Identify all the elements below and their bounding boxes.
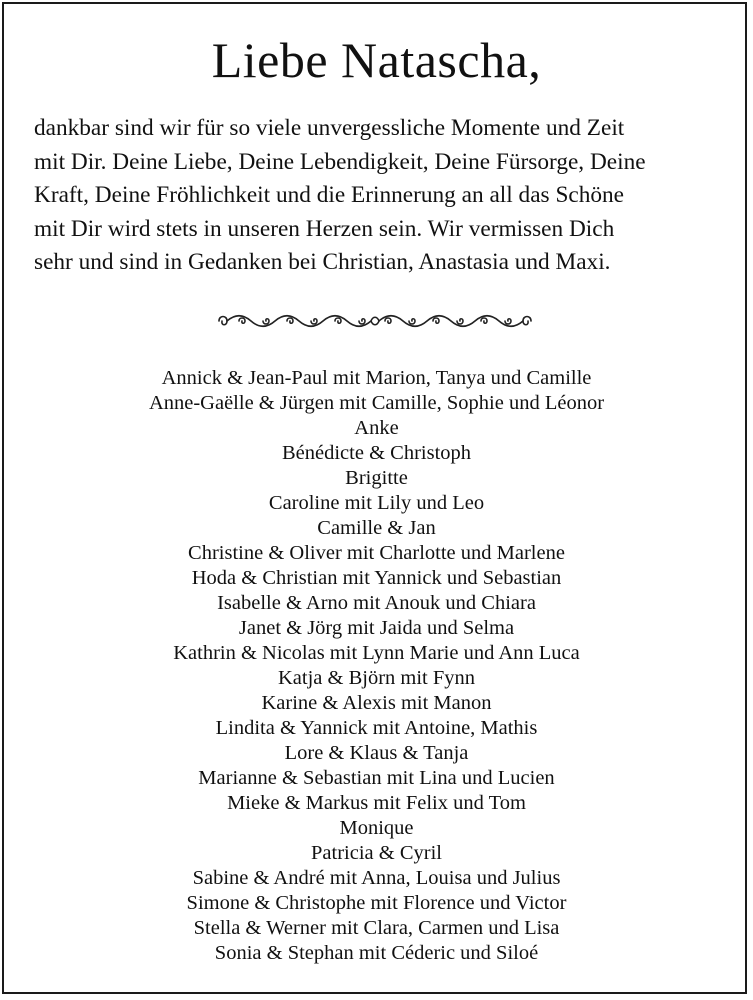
list-item: Patricia & Cyril [311,842,442,864]
list-item: Mieke & Markus mit Felix und Tom [227,792,526,814]
list-item: Kathrin & Nicolas mit Lynn Marie und Ann Luca [173,642,580,664]
list-item: Bénédicte & Christoph [281,442,472,464]
list-item: Camille & Jan [317,517,436,539]
flourish-divider-icon [213,310,537,332]
list-item: Karine & Alexis mit Manon [261,692,492,714]
list-item: Lore & Klaus & Tanja [284,742,469,764]
list-item: Anke [354,417,399,439]
list-item: Janet & Jörg mit Jaida und Selma [238,617,515,639]
list-item: Caroline mit Lily und Leo [268,492,485,514]
list-item: Christine & Oliver mit Charlotte und Marlene [188,542,565,564]
list-item: Katja & Björn mit Fynn [277,667,476,689]
message-line: Kraft, Deine Fröhlichkeit und die Erinnerung an all das Schöne [34,182,625,208]
list-item: Marianne & Sebastian mit Lina und Lucien [198,767,555,789]
condolence-message [34,112,724,280]
list-item: Annick & Jean-Paul mit Marion, Tanya und Camille [161,367,592,389]
list-item: Isabelle & Arno mit Anouk und Chiara [217,592,536,614]
mourners-list [0,366,753,966]
list-item: Lindita & Yannick mit Antoine, Mathis [215,717,538,739]
list-item: Sonia & Stephan mit Céderic und Siloé [214,942,539,964]
list-item: Stella & Werner mit Clara, Carmen und Lisa [193,917,560,939]
list-item: Anne-Gaëlle & Jürgen mit Camille, Sophie und Léonor [148,392,605,414]
message-line: sehr und sind in Gedanken bei Christian, Anastasia und Maxi. [34,249,611,275]
notice-heading: Liebe Natascha, [211,32,542,88]
list-item: Brigitte [345,467,408,489]
message-line: mit Dir wird stets in unseren Herzen sein. Wir vermissen Dich [34,215,615,242]
list-item: Hoda & Christian mit Yannick und Sebastian [191,567,562,589]
message-line: dankbar sind wir für so viele unvergessliche Momente und Zeit [34,115,625,141]
list-item: Monique [339,817,414,839]
list-item: Simone & Christophe mit Florence und Victor [186,892,567,914]
message-line: mit Dir. Deine Liebe, Deine Lebendigkeit, Deine Fürsorge, Deine [34,148,646,175]
list-item: Sabine & André mit Anna, Louisa und Julius [192,867,561,889]
